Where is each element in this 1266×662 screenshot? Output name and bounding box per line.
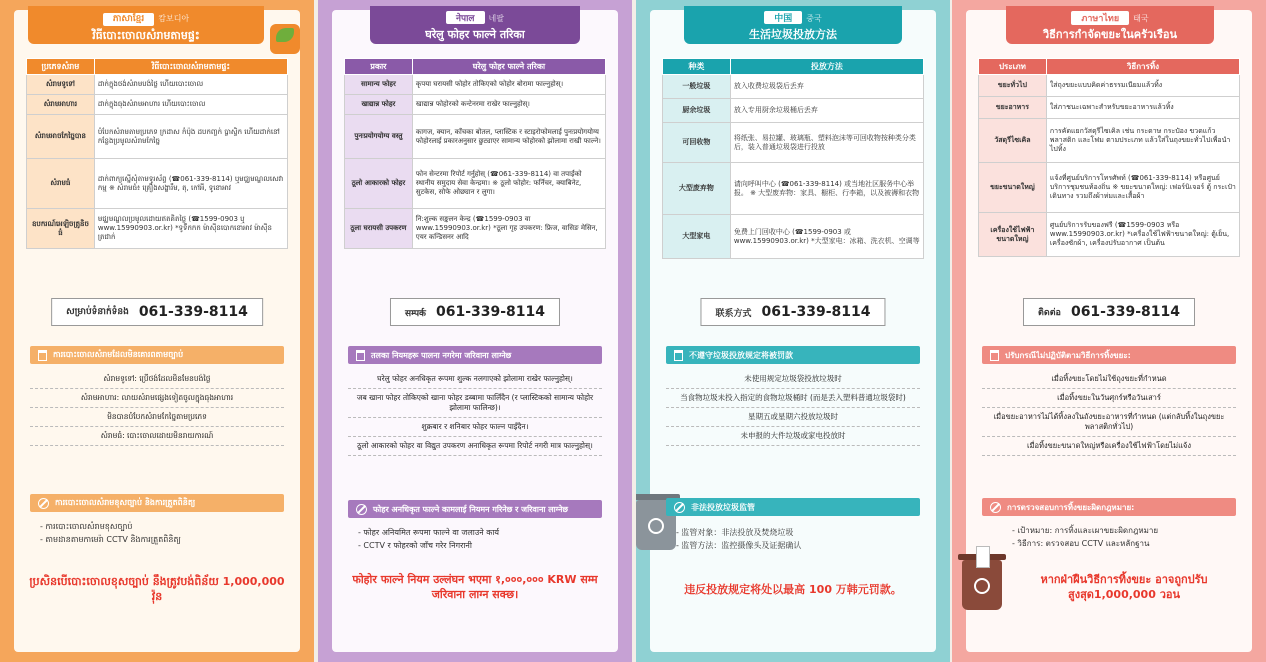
language-label: ภาษาไทย xyxy=(1071,11,1129,25)
list-item: សំរាមអាហារ: លាយសំរាមផ្សេងទៀតចូលក្នុងធុងអាហារ xyxy=(30,389,284,408)
language-label: ភាសាខ្មែរ xyxy=(103,13,154,26)
table-row: ขยะทั่วไป ใส่ถุงขยะแบบคิดค่าธรรมเนียมแล้วทิ้ง xyxy=(979,75,1240,97)
contact-number: 061-339-8114 xyxy=(761,304,871,320)
contact-box xyxy=(700,298,885,326)
violation-list xyxy=(348,370,602,456)
fine-notice: หากฝ่าฝืนวิธีการทิ้งขยะ อาจถูกปรับสูงสุด1,000,000 วอน xyxy=(1040,573,1208,601)
list-item: សំរាមទូទៅ: ប្រើថង់ដែលមិនមែនបង់ថ្លៃ xyxy=(30,370,284,389)
contact-label: សម្រាប់ទំនាក់ទំនង xyxy=(66,306,129,317)
fine-notice: फोहोर फाल्ने नियम उल्लंघन भएमा १,०००,००० KRW सम्म जरिवाना लाग्न सक्छ। xyxy=(352,573,598,601)
panel-thai xyxy=(952,0,1266,662)
table-row: ขยะอาหาร ใส่ภาชนะเฉพาะสำหรับขยะอาหารแล้วทิ้ง xyxy=(979,97,1240,119)
contact-number: 061-339-8114 xyxy=(138,304,248,320)
table-row: ठूला घरायसी उपकरण नि:शुल्क सङ्कलन केन्द्र (☎1599-0903 वा www.15990903.or.kr) *ठूला गृह उपकरण: फ्रिज, वासिङ मेसिन, एयर कन्डिसनर आदि xyxy=(345,209,606,249)
prohibited-icon xyxy=(356,504,367,515)
list-item: 未使用规定垃圾袋投放垃圾时 xyxy=(666,370,920,389)
korean-language-label: 태국 xyxy=(1133,14,1149,23)
table-row: សំរាមអាចកែច្នៃបាន បំបែកសំរាមតាមប្រភេទ ក្រដាស កំប៉ុង ដបកញ្ចក់ ប្លាស្ទិក ហើយដាក់នៅកន្លែងប្រមូលសំរាមកែច្នៃ xyxy=(27,115,288,159)
list-item: - ការបោះចោលសំរាមខុសច្បាប់ xyxy=(40,522,133,531)
table-row: សំរាមធំ ដាក់ពាក្យស្នើសុំតាមទូរស័ព្ទ (☎061-339-8114) ឬមជ្ឈមណ្ឌលសេវាកម្ម ※ សំរាមធំ៖ គ្រឿងសង្ហារឹម, តុ, កៅអី, ទូខោអាវ xyxy=(27,159,288,209)
violation-list xyxy=(30,370,284,446)
fine-notice: 违反投放规定将处以最高 100 万韩元罚款。 xyxy=(684,583,902,596)
panel-header xyxy=(370,6,580,44)
contact-label: 联系方式 xyxy=(715,308,752,319)
recycling-bin-icon xyxy=(270,24,300,54)
violation-header: तलका नियमहरू पालना नगरेमा जरिवाना लाग्नेछ xyxy=(348,346,602,364)
violation-header: 不遵守垃圾投放规定将被罚款 xyxy=(666,346,920,364)
panel-header xyxy=(28,6,264,44)
list-item: เมื่อทิ้งขยะโดยไม่ใช้ถุงขยะที่กำหนด xyxy=(982,370,1236,389)
violation-list xyxy=(982,370,1236,456)
trash-bin-icon xyxy=(38,350,47,361)
panel-khmer xyxy=(0,0,314,662)
list-item: शुक्रबार र शनिबार फोहर फाल्न पाइँदैन। xyxy=(348,418,602,437)
prohibited-icon xyxy=(990,502,1001,513)
list-item: មិនបានបំបែកសំរាមកែច្នៃតាមប្រភេទ xyxy=(30,408,284,427)
list-item: เมื่อทิ้งขยะขนาดใหญ่หรือเครื่องใช้ไฟฟ้าโดยไม่แจ้ง xyxy=(982,437,1236,456)
enforcement-header: การตรวจสอบการทิ้งขยะผิดกฎหมาย: xyxy=(982,498,1236,516)
enforcement-list xyxy=(358,526,602,552)
enforcement-header: ការបោះចោលសំរាមខុសច្បាប់ និងការត្រួតពិនិត្យ xyxy=(30,494,284,512)
list-item: - CCTV र फोहरको जाँच गरेर निगरानी xyxy=(358,541,472,550)
list-item: เมื่อขยะอาหารไม่ได้ทิ้งลงในถังขยะอาหารที่กำหนด (แต่กลับทิ้งในถุงขยะพลาสติกทั่วไป) xyxy=(982,408,1236,437)
enforcement-list xyxy=(676,526,920,552)
table-row: วัสดุรีไซเคิล การคัดแยกวัสดุรีไซเคิล เช่น กระดาษ กระป๋อง ขวดแก้ว พลาสติก และโฟม ตามประเภท แล้วใส่ในถุงขยะทั่วไปเพื่อนำไปทิ้ง xyxy=(979,119,1240,163)
list-item: जब खाना फोहर तोकिएको खाना फोहर डब्बामा फालिँदैन (र प्लास्टिकको सामान्य फोहोर झोलामा फालिन्छ)। xyxy=(348,389,602,418)
disposal-table xyxy=(344,58,606,249)
list-item: ठूलो आकारको फोहर वा विद्युत उपकरण अनाधिकृत रूपमा रिपोर्ट नगरी मात्र फाल्नुहोस्। xyxy=(348,437,602,456)
table-row: សំរាមអាហារ ដាក់ក្នុងធុងសំរាមអាហារ ហើយបោះចោល xyxy=(27,95,288,115)
panel-title: 生活垃圾投放方法 xyxy=(749,28,837,41)
list-item: - เป้าหมาย: การทิ้งและเผาขยะผิดกฎหมาย xyxy=(1012,526,1159,535)
list-item: - 监管对象：非法投放及焚烧垃圾 xyxy=(676,528,794,537)
prohibited-icon xyxy=(674,502,685,513)
panel-header xyxy=(1006,6,1214,44)
list-item: សំរាមធំ: បោះចោលដោយមិនរាយការណ៍ xyxy=(30,427,284,446)
enforcement-header: फोहर अनधिकृत फाल्ने कामलाई नियमन गरिनेछ र जरिवाना लाग्नेछ xyxy=(348,500,602,518)
list-item: 未申报的大件垃圾或家电投放时 xyxy=(666,427,920,446)
table-row: សំរាមទូទៅ ដាក់ក្នុងថង់សំរាមបង់ថ្លៃ ហើយបោះចោល xyxy=(27,75,288,95)
language-label: नेपाल xyxy=(446,11,485,24)
trash-bin-icon xyxy=(356,350,365,361)
panel-title: វិធីបោះចោលសំរាមតាមផ្ទះ xyxy=(92,29,200,42)
table-row: पुनःप्रयोगयोग्य वस्तु कागज, क्यान, काँचका बोतल, प्लास्टिक र स्टाइरोफोमलाई पुनःप्रयोगयोग्य फोहोरलाई प्रकारअनुसार छुट्याएर सामान्य फोहोरको झोलामा राखी फाल्ने। xyxy=(345,115,606,159)
violation-list xyxy=(666,370,920,446)
table-row: खाद्यान्न फोहर खाद्यान्न फोहोरको कन्टेनरमा राखेर फाल्नुहोस्। xyxy=(345,95,606,115)
table-row: 大型家电 免费上门回收中心 (☎1599-0903 或 www.15990903.or.kr) *大型家电：冰箱、洗衣机、空调等 xyxy=(663,215,924,259)
table-row: 可回收物 将纸张、易拉罐、玻璃瓶、塑料泡沫等可回收物按种类分类后，装入普通垃圾袋进行投放 xyxy=(663,123,924,163)
enforcement-list xyxy=(1012,524,1236,550)
disposal-table xyxy=(662,58,924,259)
column-header-method: 投放方法 xyxy=(730,59,923,75)
enforcement-list xyxy=(40,520,284,546)
disposal-table xyxy=(26,58,288,249)
trash-bin-icon xyxy=(990,350,999,361)
disposal-table xyxy=(978,58,1240,257)
column-header-method: វិធីបោះចោលសំរាមតាមផ្ទះ xyxy=(94,59,287,75)
contact-box xyxy=(390,298,560,326)
column-header-type: ប្រភេទសំរាម xyxy=(27,59,95,75)
enforcement-header: 非法投放垃圾监管 xyxy=(666,498,920,516)
korean-language-label: 네팔 xyxy=(488,14,504,23)
contact-box xyxy=(1023,298,1195,326)
panel-header xyxy=(684,6,902,44)
table-row: ឧបករណ៍អេឡិចត្រូនិចធំ មជ្ឈមណ្ឌលប្រមូលដោយឥតគិតថ្លៃ (☎1599-0903 ឬ www.15990903.or.kr) *ទូទឹកកក ម៉ាស៊ីនបោកខោអាវ ម៉ាស៊ីនត្រជាក់ xyxy=(27,209,288,249)
table-row: 大型废弃物 请向呼叫中心 (☎061-339-8114) 或当地社区服务中心举报。 ※ 大型废弃物：家具、橱柜、行李箱，以及被褥和衣物 xyxy=(663,163,924,215)
paper-icon xyxy=(976,546,990,568)
table-row: เครื่องใช้ไฟฟ้าขนาดใหญ่ ศูนย์บริการรับของฟรี (☎1599-0903 หรือ www.15990903.or.kr) *เครื่องใช้ไฟฟ้าขนาดใหญ่: ตู้เย็น, เครื่องซักผ้า, เครื่องปรับอากาศ เป็นต้น xyxy=(979,213,1240,257)
korean-language-label: 캄보디아 xyxy=(158,14,190,23)
violation-header: ปรับกรณีไม่ปฏิบัติตามวิธีการทิ้งขยะ: xyxy=(982,346,1236,364)
language-label: 中国 xyxy=(764,11,802,24)
list-item: - 监管方法：监控摄像头及证据确认 xyxy=(676,541,802,550)
table-row: ขยะขนาดใหญ่ แจ้งที่ศูนย์บริการโทรศัพท์ (☎061-339-8114) หรือศูนย์บริการชุมชนท้องถิ่น ※ ขยะขนาดใหญ่: เฟอร์นิเจอร์ ตู้ กระเป๋าเดินทาง รวมถึงผ้าห่มและเสื้อผ้า xyxy=(979,163,1240,213)
list-item: 星期五或星期六投放垃圾时 xyxy=(666,408,920,427)
panel-nepali xyxy=(318,0,632,662)
korean-language-label: 중국 xyxy=(806,14,822,23)
column-header-type: 种类 xyxy=(663,59,731,75)
column-header-method: วิธีการทิ้ง xyxy=(1046,59,1239,75)
contact-box xyxy=(51,298,263,326)
panel-title: घरेलु फोहर फाल्ने तरिका xyxy=(425,28,525,41)
trash-bin-icon xyxy=(674,350,683,361)
panel-title: วิธีการกำจัดขยะในครัวเรือน xyxy=(1042,28,1178,41)
contact-number: 061-339-8114 xyxy=(435,304,546,320)
fine-notice: ប្រសិនបើបោះចោលខុសច្បាប់ នឹងត្រូវបង់ពិន័យ 1,000,000 វ៉ុន xyxy=(29,575,285,603)
contact-label: ติดต่อ xyxy=(1038,308,1061,318)
table-row: 厨余垃圾 放入专用厨余垃圾桶后丢弃 xyxy=(663,99,924,123)
list-item: - फोहर अनियमित रूपमा फाल्ने वा जलाउने कार्य xyxy=(358,528,500,537)
violation-header: ការបោះចោលសំរាមដែលមិនគោរពតាមច្បាប់ xyxy=(30,346,284,364)
prohibited-icon xyxy=(38,498,49,509)
column-header-type: ประเภท xyxy=(979,59,1047,75)
table-row: 一般垃圾 放入收费垃圾袋后丢弃 xyxy=(663,75,924,99)
list-item: घरेलु फोहर अनधिकृत रूपमा शुल्क नलगाएको झोलामा राखेर फाल्नुहोस्। xyxy=(348,370,602,389)
column-header-type: प्रकार xyxy=(345,59,413,75)
table-row: सामान्य फोहर कृपया घरायसी फोहोर तोकिएको फोहोर बोरामा फाल्नुहोस्। xyxy=(345,75,606,95)
panel-chinese xyxy=(636,0,950,662)
list-item: - តាមដានតាមកាមេរ៉ា CCTV និងការត្រួតពិនិត្យ xyxy=(40,535,181,544)
contact-label: सम्पर्क xyxy=(404,308,426,319)
table-row: ठूलो आकारको फोहर फोन सेन्टरमा रिपोर्ट गर्नुहोस् (☎061-339-8114) वा तपाईंको स्थानीय समुदाय सेवा केन्द्रमा। ※ ठूलो फोहोर: फर्निचर, क्याबिनेट, सुटकेस, सोफे ओछ्यान र लुगा। xyxy=(345,159,606,209)
list-item: - วิธีการ: ตรวจสอบ CCTV และหลักฐาน xyxy=(1012,539,1150,548)
contact-number: 061-339-8114 xyxy=(1070,304,1180,320)
list-item: 当食物垃圾未投入指定的食物垃圾桶时 (而是丢入塑料普通垃圾袋时) xyxy=(666,389,920,408)
list-item: เมื่อทิ้งขยะในวันศุกร์หรือวันเสาร์ xyxy=(982,389,1236,408)
column-header-method: घरेलु फोहर फाल्ने तरिका xyxy=(412,59,605,75)
